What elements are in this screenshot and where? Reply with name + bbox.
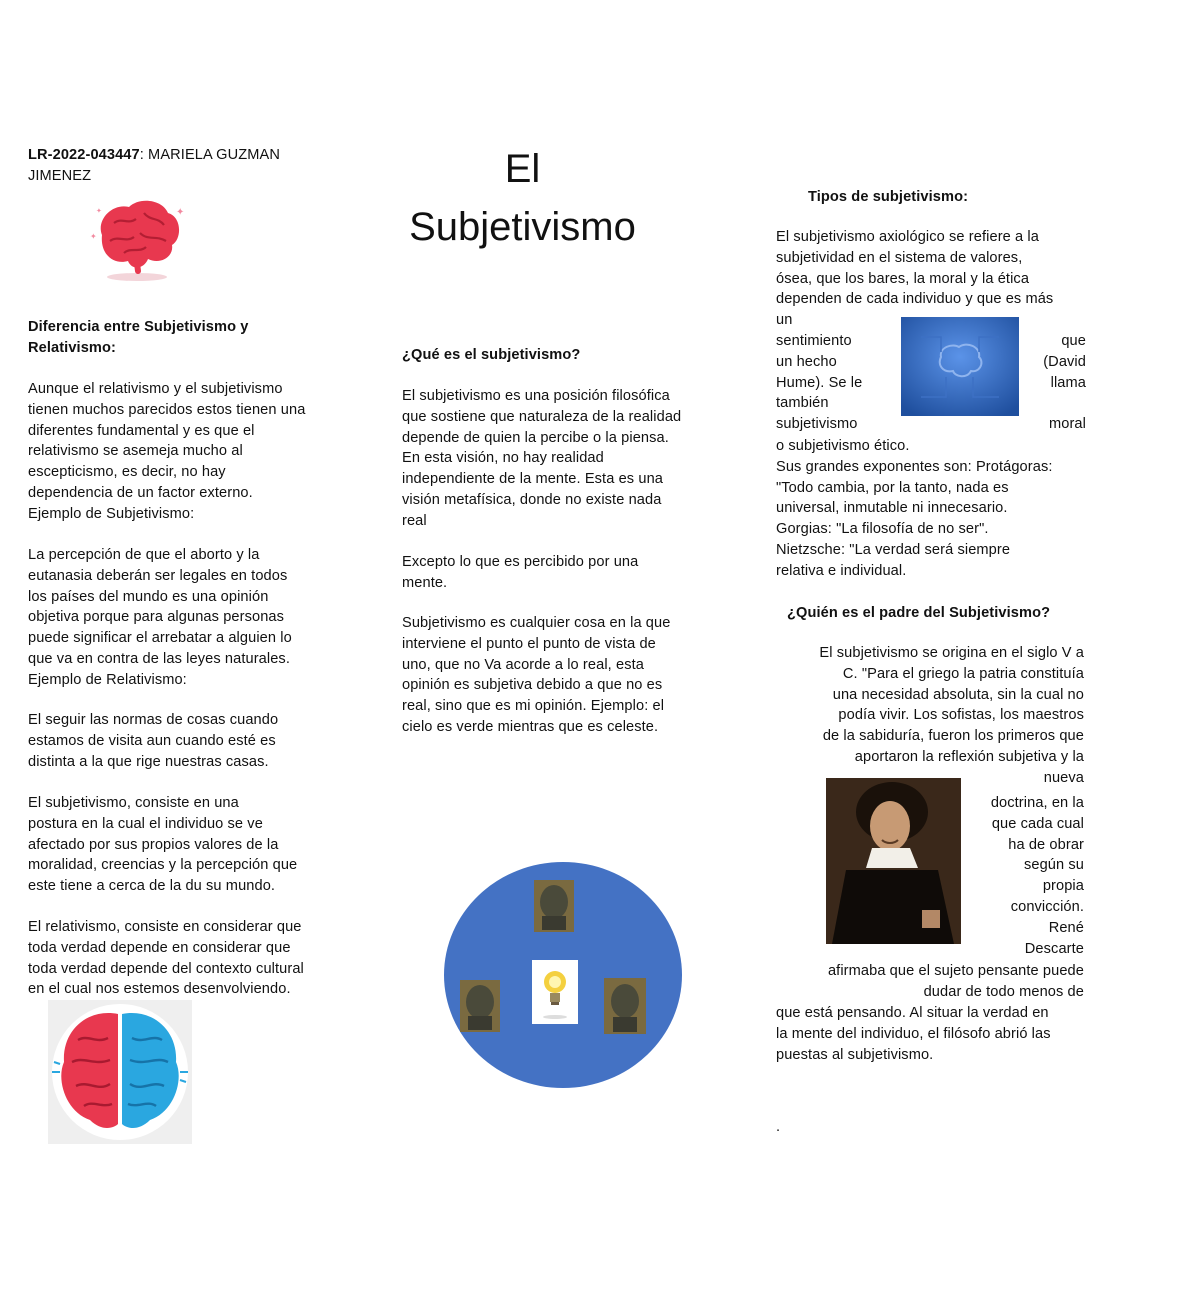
student-name: : MARIELA GUZMAN JIMENEZ [28,147,281,184]
statue-icon-top [534,880,574,932]
what-heading: ¿Qué es el subjetivismo? [402,347,581,363]
father-paragraph-top: El subjetivismo se origina en el siglo V a C. "Para el griego la patria constituía una necesidad absoluta, sin la cual no podía vivir. Los sofistas, los maestros de la sabiduría, fueron los primeros que aportaron la reflexión subjetiva y la nueva [819,645,1084,786]
two-hemisphere-brain-image [48,1000,192,1144]
author-line [28,145,348,187]
types-heading: Tipos de subjetivismo: [808,189,969,205]
page-title [380,140,665,256]
what-paragraph-2: Excepto lo que es percibido por una mente. [402,554,639,591]
diff-heading: Diferencia entre Subjetivismo y Relativismo: [28,319,249,356]
statue-icon-left [460,980,500,1032]
diff-paragraph-4: El subjetivismo, consiste en una postura en la cual el individuo se ve afectado por sus propios valores de la moralidad, creencias y la percepción que este tiene a cerca de la du su mundo. [28,795,298,895]
title-line-1: El [504,147,541,191]
title-line-2: Subjetivismo [409,205,636,249]
types-paragraph-left: sentimiento un hecho Hume). Se le también subjetivismo [776,333,863,433]
diff-paragraph-1: Aunque el relativismo y el subjetivismo tienen muchos parecidos estos tienen una diferentes fundamental y es que el relativismo se asemeja mucho al escepticismo, es decir, no hay dependencia de un factor externo. Ejemplo de Subjetivismo: [28,381,306,522]
what-paragraph-3: Subjetivismo es cualquier cosa en la que interviene el punto el punto de vista de uno, que no Va acorde a lo real, esta opinión es subjetiva debido a que no es real, sino que es mi opinión. Ejemplo: el cielo es verde mientras que es celeste. [402,615,671,735]
lightbulb-icon [532,960,578,1024]
svg-text:✦: ✦ [96,208,102,215]
blue-brain-image [901,317,1019,416]
types-paragraph-top: El subjetivismo axiológico se refiere a la subjetividad en el sistema de valores, ósea, que los bares, la moral y la ética dependen de cada individuo y que es más un [776,229,1054,329]
subjectivism-circle-diagram [442,860,684,1090]
what-paragraph-1: El subjetivismo es una posición filosófica que sostiene que naturaleza de la realidad depende de quien la percibe o la piensa. En esta visión, no hay realidad independiente de la mente. Esta es una visión metafísica, donde no existe nada real [402,388,682,529]
types-paragraph-bottom: o subjetivismo ético. Sus grandes exponentes son: Protágoras: "Todo cambia, por la tanto, nada es universal, inmutable ni innecesario. Gorgias: "La filosofía de no ser". Nietzsche: "La verdad será siempre relativa e individual. [776,438,1053,579]
father-paragraph-bottom-right: afirmaba que el sujeto pensante puede dudar de todo menos de [827,963,1084,1000]
brain-icon [84,195,190,283]
student-id: LR-2022-043447 [28,147,140,163]
diff-paragraph-2: La percepción de que el aborto y la eutanasia deberán ser legales en todos los países del mundo es una opinión objetiva porque para algunas personas puede significar el arrebatar a alguien lo que va en contra de las leyes naturales. Ejemplo de Relativismo: [28,547,292,688]
trailing-dot: . [776,1119,781,1135]
diff-paragraph-5: El relativismo, consiste en considerar que toda verdad depende en considerar que toda verdad depende del contexto cultural en el cual nos estemos desenvolviendo. [28,919,304,998]
descartes-portrait [826,778,961,944]
types-paragraph-right: que (David llama moral [1043,333,1086,433]
father-paragraph-right: doctrina, en la que cada cual ha de obrar según su propia convicción. René Descarte [990,795,1084,957]
svg-text:✦: ✦ [176,207,185,218]
statue-icon-right [604,978,646,1034]
father-heading: ¿Quién es el padre del Subjetivismo? [787,605,1051,621]
diff-paragraph-3: El seguir las normas de cosas cuando estamos de visita aun cuando esté es distinta a la que rige nuestras casas. [28,712,279,770]
svg-text:✦: ✦ [90,232,97,241]
father-paragraph-bottom: que está pensando. Al situar la verdad en la mente del individuo, el filósofo abrió las puestas al subjetivismo. [776,1005,1051,1063]
